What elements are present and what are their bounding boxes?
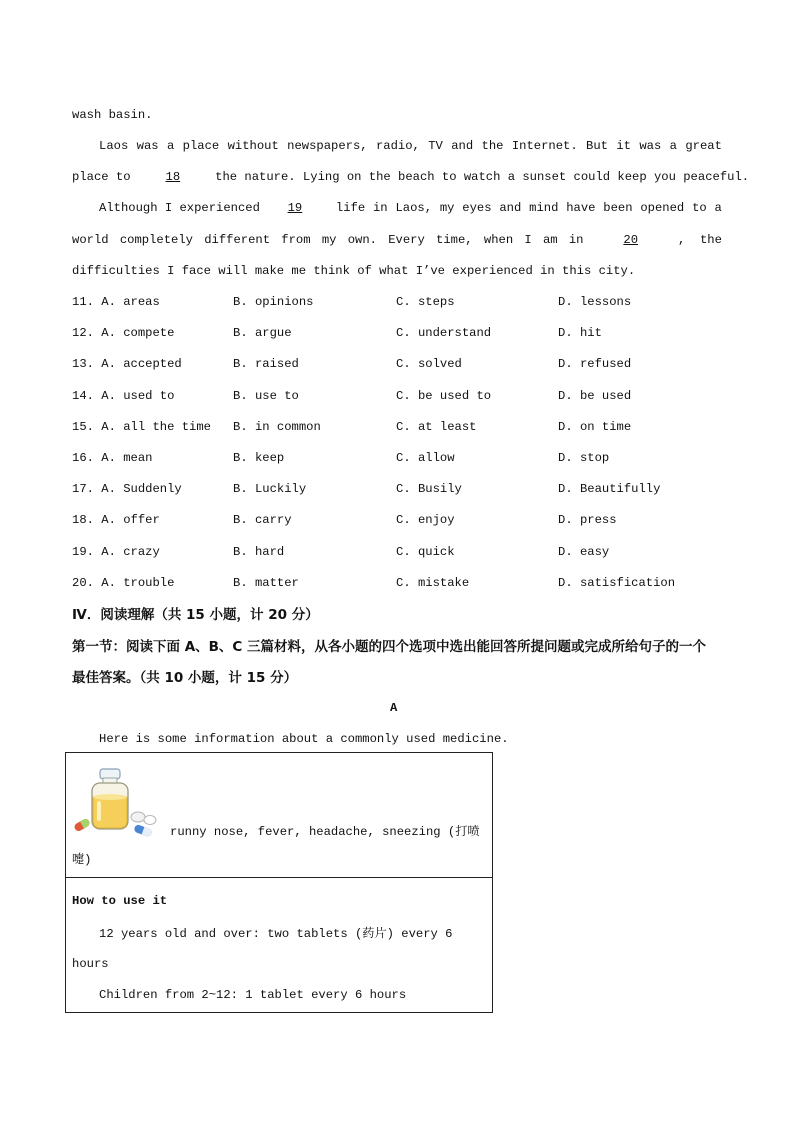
option-b: B. use to [233, 388, 299, 403]
passage-word: the [481, 139, 504, 153]
option-b: B. matter [233, 575, 299, 590]
section-heading: Ⅳ．阅读理解（共 15 小题，计 20 分） [72, 607, 319, 623]
passage-word: Internet. [511, 139, 578, 153]
passage-word: was [136, 139, 159, 153]
option-c: C. at least [396, 419, 477, 434]
passage-word: was [639, 139, 662, 153]
passage-word: my [439, 201, 455, 215]
option-c: C. enjoy [396, 513, 455, 528]
option-a: 17. A. Suddenly [72, 482, 182, 497]
passage-word: TV [428, 139, 443, 153]
passage-text: Although I experienced [99, 201, 260, 215]
passage-word: time, [436, 233, 473, 247]
blank-18: 18 [165, 170, 181, 184]
option-b: B. carry [233, 513, 292, 528]
option-b: B. raised [233, 357, 299, 372]
passage-word: , the [678, 233, 722, 247]
option-d: D. on time [558, 419, 632, 434]
dose-adult: 12 years old and over: two tablets (药片) every 6 [99, 927, 453, 941]
dose-children: Children from 2~12: 1 tablet every 6 hours [99, 988, 407, 1002]
passage-word: Laos [99, 139, 129, 153]
symptoms-text: runny nose, fever, headache, sneezing (打喷 [170, 825, 480, 839]
passage-word: world [72, 233, 109, 247]
part-label: A [390, 701, 398, 715]
blank-19: 19 [287, 201, 303, 215]
passage-word: Laos, [395, 201, 433, 215]
passage-word: a [669, 139, 677, 153]
usage-title: How to use it [72, 894, 168, 908]
blank-20: 20 [623, 233, 639, 247]
passage-word: But [586, 139, 608, 153]
passage-word: in [372, 201, 388, 215]
passage-word: newspapers, [287, 139, 368, 153]
passage-line: difficulties I face will make me think of what I’ve experienced in this city. [72, 264, 636, 278]
option-c: C. mistake [396, 575, 470, 590]
option-c: C. understand [396, 326, 492, 341]
option-c: C. be used to [396, 388, 492, 403]
passage-word: I [524, 233, 532, 247]
passage-word: radio, [375, 139, 420, 153]
passage-word: different [204, 233, 271, 247]
passage-line [99, 201, 722, 215]
option-d: D. satisfication [558, 575, 676, 590]
usage-panel [66, 878, 492, 1012]
passage-word: great [685, 139, 722, 153]
option-a: 20. A. trouble [72, 575, 175, 590]
option-d: D. lessons [558, 295, 632, 309]
option-a: 13. A. accepted [72, 357, 182, 372]
passage-word: eyes [462, 201, 492, 215]
medicine-info-box [65, 752, 493, 1013]
option-d: D. stop [558, 451, 610, 465]
passage-word: from [281, 233, 311, 247]
option-b: B. hard [233, 544, 285, 559]
passage-word: a [714, 201, 722, 215]
medicine-bottle-pills-icon [72, 763, 160, 839]
passage-word: completely [119, 233, 193, 247]
option-a: 15. A. all the time [72, 419, 211, 434]
passage-word: my [321, 233, 337, 247]
passage-word: Every [388, 233, 425, 247]
passage-line [72, 170, 749, 184]
passage-line [72, 233, 722, 247]
passage-word: own. [347, 233, 377, 247]
option-a: 14. A. used to [72, 388, 175, 403]
option-d: D. be used [558, 388, 632, 403]
passage-word: it [616, 139, 631, 153]
option-c: C. allow [396, 451, 455, 465]
option-c: C. steps [396, 295, 455, 309]
passage-word: am [542, 233, 558, 247]
passage-text: the nature. Lying on the beach to watch a sunset could keep you peaceful. [215, 170, 750, 184]
section-instructions: 第一节：阅读下面 A、B、C 三篇材料，从各小题的四个选项中选出能回答所提问题或完成所给句子的一个 [72, 639, 707, 655]
option-a: 19. A. crazy [72, 544, 160, 559]
option-b: B. opinions [233, 295, 314, 309]
passage-intro: Here is some information about a commonly used medicine. [99, 732, 509, 746]
passage-line: wash basin. [72, 108, 153, 122]
section-instructions: 最佳答案。（共 10 小题，计 15 分） [72, 670, 298, 686]
passage-word: opened [640, 201, 685, 215]
passage-word: and [499, 201, 522, 215]
passage-word: in [568, 233, 584, 247]
option-d: D. hit [558, 326, 602, 341]
option-b: B. in common [233, 419, 321, 434]
option-c: C. solved [396, 357, 462, 372]
dose-adult-cont: hours [72, 957, 109, 971]
passage-word: and [451, 139, 474, 153]
passage-word: without [227, 139, 279, 153]
passage-word: place [182, 139, 220, 153]
option-b: B. keep [233, 451, 285, 465]
passage-word: life [335, 201, 366, 215]
passage-text [336, 201, 722, 215]
symptoms-panel [66, 753, 492, 878]
option-c: C. Busily [396, 482, 462, 497]
passage-word: been [603, 201, 633, 215]
option-c: C. quick [396, 544, 455, 559]
symptoms-text: 嚏) [72, 853, 92, 867]
option-d: D. easy [558, 544, 610, 559]
option-d: D. Beautifully [558, 482, 661, 497]
passage-word: to [692, 201, 707, 215]
passage-word: when [483, 233, 514, 247]
option-a: 18. A. offer [72, 513, 160, 528]
passage-text: place to [72, 170, 131, 184]
option-a: 12. A. compete [72, 326, 175, 341]
option-a: 16. A. mean [72, 451, 153, 465]
passage-word: mind [529, 201, 559, 215]
option-b: B. argue [233, 326, 292, 341]
passage-line [99, 139, 722, 153]
option-d: D. refused [558, 357, 632, 372]
option-d: D. press [558, 513, 617, 528]
passage-word: a [166, 139, 175, 153]
option-b: B. Luckily [233, 482, 307, 497]
option-a: 11. A. areas [72, 295, 160, 309]
passage-word: have [566, 201, 596, 215]
